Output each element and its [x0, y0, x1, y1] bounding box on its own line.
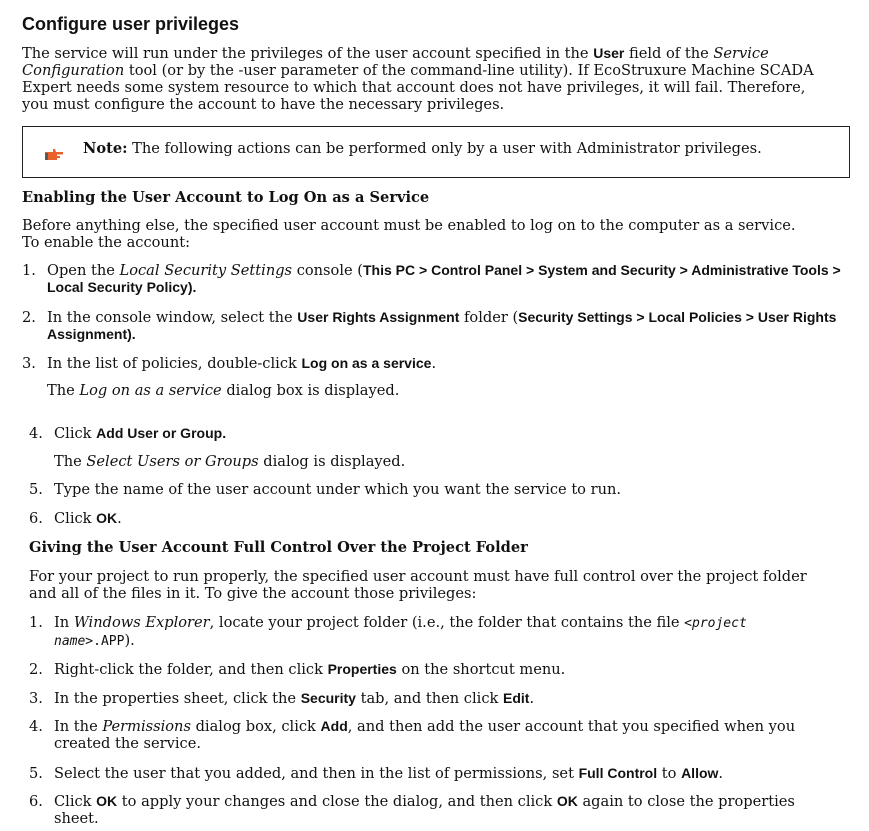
- step-result: The Log on as a service dialog box is displayed.: [47, 382, 400, 399]
- section-intro-full-control: For your project to run properly, the specified user account must have full control over the project folder and all of the files in it. To give the account those privileges:: [29, 568, 807, 602]
- note-box: [22, 126, 850, 178]
- note-text: Note: The following actions can be performed only by a user with Administrator privileges.: [83, 140, 762, 157]
- page-title: Configure user privileges: [22, 14, 240, 34]
- section-heading-logon: Enabling the User Account to Log On as a Service: [22, 189, 430, 206]
- pointing-hand-icon: [44, 147, 64, 161]
- section-intro-logon: Before anything else, the specified user account must be enabled to log on to the computer as a service. To enable the account:: [22, 217, 796, 251]
- section-heading-full-control: Giving the User Account Full Control Over the Project Folder: [29, 539, 528, 556]
- step-result: The Select Users or Groups dialog is displayed.: [54, 453, 406, 470]
- note-label: Note:: [83, 140, 128, 157]
- intro-paragraph: The service will run under the privileges of the user account specified in the User field of the Service Configuration tool (or by the -user parameter of the command-line utility). If EcoStruxure Machine SCADA Expert needs some system resource to which that account does not have privileges, it will fail. Therefore, you must configure the account to have the necessary privileges.: [22, 45, 814, 113]
